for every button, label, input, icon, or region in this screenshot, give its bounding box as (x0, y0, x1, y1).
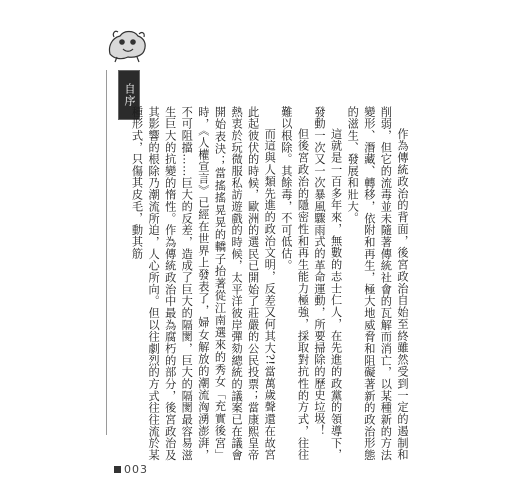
page-number-marker-icon (114, 466, 121, 473)
page-number: 003 (124, 463, 148, 476)
left-vertical-rule (106, 70, 107, 435)
paragraph-3: 但後宮政治的隱密性和再生能力極強，採取對抗性的方式，往往難以根除。其餘毒，不可低估。 (279, 106, 310, 461)
page-number-area (114, 463, 148, 476)
paragraph-1: 作為傳統政治的背面，後宮政治自始至終雖然受到一定的遏制和削弱，但它的流毒並未隨著傳統社會的瓦解而消亡，以某種新的方法變形、潛藏、轉移，依附和再生，極大地威脅和阻礙著新的政治形態的滋生、發展和壯大。 (346, 106, 409, 461)
paragraph-2: 這就是一百多年來，無數的志士仁人，在先進的政黨的領導下，發動一次又一次暴風驟雨式的革命運動，所要掃除的歷史垃圾！ (313, 106, 343, 461)
section-label: 自序 (123, 83, 136, 107)
paragraph-4: 而這與人類先進的政治文明，反差又何其大?!當萬歲聲還在故宮此起彼伏的時候，歐洲的選民已開始了莊嚴的公民投票；當康熙皇帝熱衷於玩微服私訪遊戲的時候，太平洋彼岸彈劾總統的議案已在議會開始表決；當搖搖晃晃的轎子抬著從江南選來的秀女「充實後宮」時，《人權宣言》已經在世界上發表了，婦女解放的潮流洶湧澎湃，不可阻擋……巨大的反差，造成了巨大的隔閡，巨大的隔閡最容易滋生巨大的抗變的惰性。作為傳統政治中最為腐朽的部分，後宮政治及其影響的根除乃潮流所迫，人心所向。但以往劇烈的方式往往流於某種形式，只傷其皮毛，動其筋 (130, 106, 277, 461)
decorative-lion-emblem-icon (104, 24, 150, 64)
body-text-column (110, 106, 410, 461)
